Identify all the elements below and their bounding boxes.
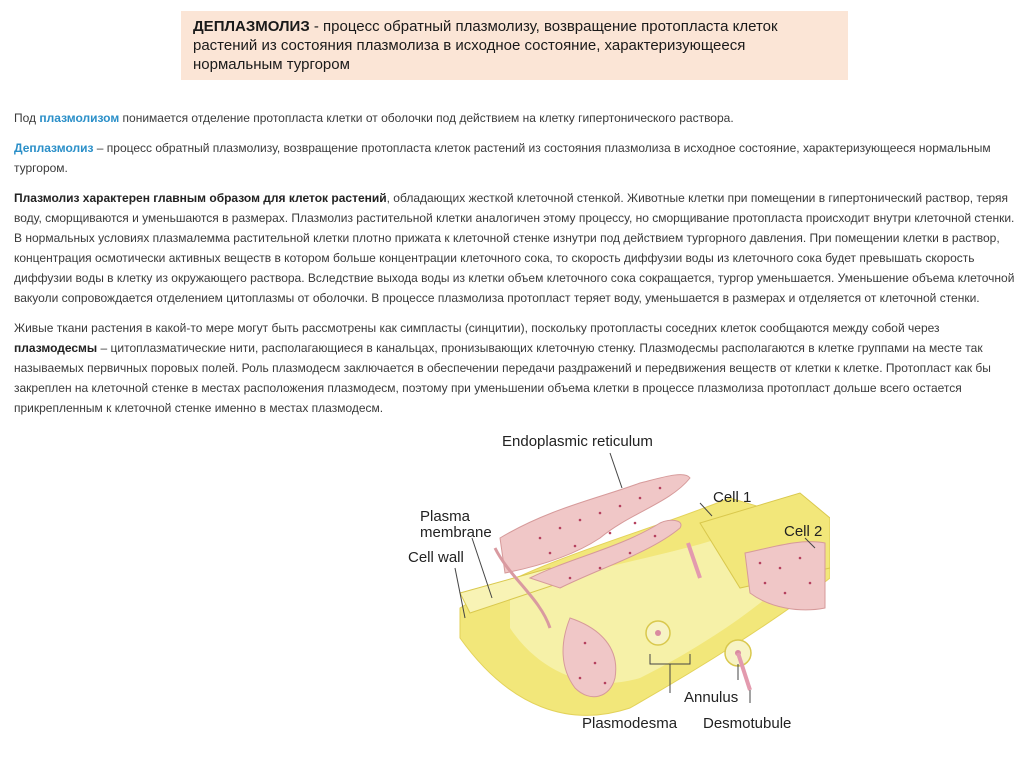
paragraph-plasmodesmata xyxy=(14,318,1016,418)
plasmodesma-illustration xyxy=(400,428,830,763)
p1-after: понимается отделение протопласта клетки от оболочки под действием на клетку гипертонического раствора. xyxy=(119,111,734,125)
paragraph-plant-cells xyxy=(14,188,1016,308)
label-cell-wall: Cell wall xyxy=(408,549,464,566)
definition-banner xyxy=(181,11,848,80)
plasmodesma-diagram xyxy=(400,428,830,763)
label-membrane: membrane xyxy=(420,524,492,541)
label-plasmodesma: Plasmodesma xyxy=(582,715,678,732)
p4-after: – цитоплазматические нити, располагающиеся в канальцах, пронизывающих клеточную стенку. Плазмодесмы располагаются в клетке группами на месте так называемых первичных поровых полей. Роль плазмодесм заключается в обеспечении передачи раздражений и передвижения веществ от клетки к клетке. Протопласт как бы закреплен на клеточной стенке в местах расположения плазмодесм, поэтому при уменьшении объема клетки в процессе плазмолиза протопласт дольше всего остается прикрепленным к клеточной стенке именно в местах плазмодесм. xyxy=(14,341,991,415)
p3-bold: Плазмолиз характерен главным образом для клеток растений xyxy=(14,191,387,205)
label-annulus: Annulus xyxy=(684,689,739,706)
p1-before: Под xyxy=(14,111,40,125)
label-plasma: Plasma xyxy=(420,508,471,525)
p2-after: – процесс обратный плазмолизу, возвращение протопласта клеток растений из состояния плазмолиза в исходное состояние, характеризующееся нормальным тургором. xyxy=(14,141,991,175)
paragraph-plasmolysis xyxy=(14,108,1016,128)
label-cell-1: Cell 1 xyxy=(713,489,752,506)
banner-definition: - процесс обратный плазмолизу, возвращение протопласта клеток растений из состояния плазмолиза в исходное состояние, характеризующееся нормальным тургором xyxy=(193,18,778,73)
label-endoplasmic-reticulum: Endoplasmic reticulum xyxy=(502,433,653,450)
label-cell-2: Cell 2 xyxy=(784,523,823,540)
banner-term: ДЕПЛАЗМОЛИЗ xyxy=(193,18,310,35)
p4-bold: плазмодесмы xyxy=(14,341,98,355)
term-plasmolysis-link[interactable]: плазмолизом xyxy=(39,111,120,125)
article-body xyxy=(14,108,1016,428)
paragraph-deplasmolysis xyxy=(14,138,1016,178)
term-deplasmolysis-link[interactable]: Деплазмолиз xyxy=(14,141,94,155)
p4-before: Живые ткани растения в какой-то мере могут быть рассмотрены как симпласты (синцитии), поскольку протопласты соседних клеток сообщаются между собой через xyxy=(14,321,940,335)
plasmodesma-pore-1 xyxy=(646,621,670,645)
p3-after: , обладающих жесткой клеточной стенкой. Животные клетки при помещении в гипертонический раствор, теряя воду, сморщиваются и уменьшаются в размерах. Плазмолиз растительной клетки аналогичен этому процессу, но сморщивание протопласта происходит внутри клеточной стенки. В нормальных условиях плазмалемма растительной клетки плотно прижата к клеточной стенке изнутри под действием тургорного давления. При помещении клетки в раствор, концентрация осмотически активных веществ в котором больше концентрации клеточного сока, то скорость диффузии воды из клеточного сока будет превышать скорость диффузии воды в клетку из окружающего раствора. Вследствие выхода воды из клетки объем клеточного сока сокращается, тургор уменьшается. Уменьшение объема клеточной вакуоли сопровождается отделением цитоплазмы от оболочки. В процессе плазмолиза протопласт теряет воду, уменьшается в размерах и отделяется от клеточной стенки. xyxy=(14,191,1015,305)
label-desmotubule: Desmotubule xyxy=(703,715,792,732)
